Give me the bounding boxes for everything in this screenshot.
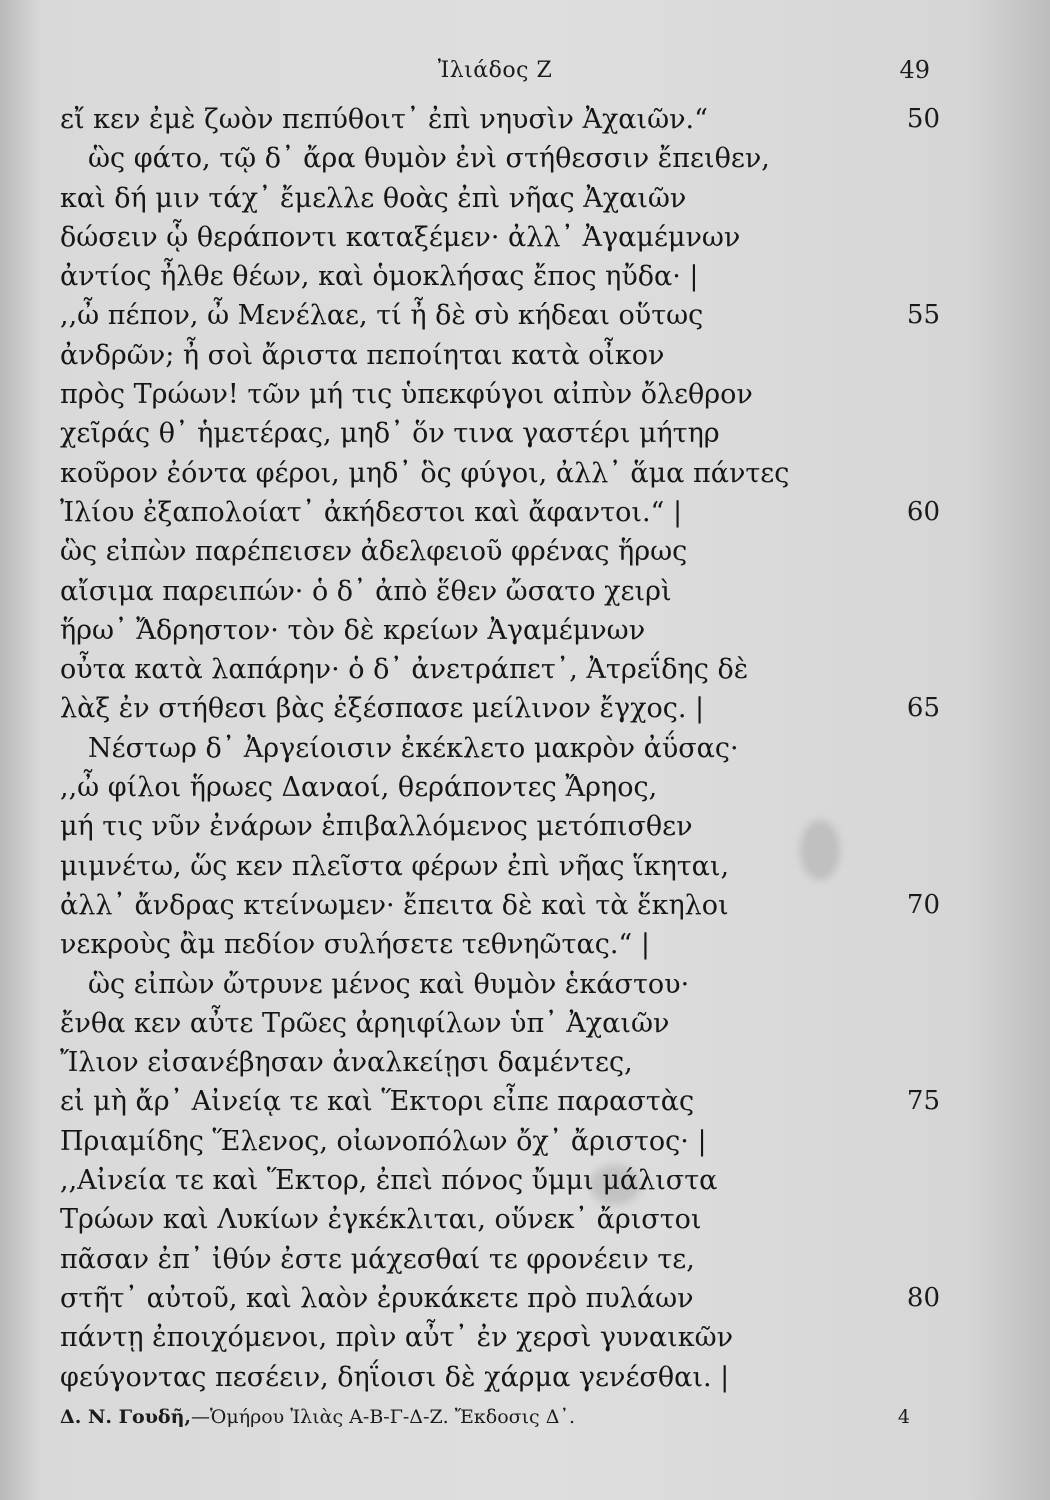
verse-line: [60, 100, 940, 139]
verse-text: εἰ μὴ ἄρ᾽ Αἰνείᾳ τε καὶ Ἕκτορι εἶπε παραστὰς: [60, 1086, 695, 1118]
line-number: 60: [906, 496, 940, 527]
page-header: [60, 52, 930, 92]
verse-line: [60, 847, 940, 886]
verse-block: [60, 100, 940, 1397]
page-number: 49: [899, 56, 930, 84]
verse-text: ὣς εἰπὼν παρέπεισεν ἀδελφειοῦ φρένας ἥρως: [60, 536, 688, 568]
footer-credit: [60, 1406, 575, 1428]
verse-line: [60, 1358, 940, 1397]
verse-line: [60, 965, 940, 1004]
verse-text: Πριαμίδης Ἕλενος, οἰωνοπόλων ὄχ᾽ ἄριστος· |: [60, 1125, 707, 1157]
verse-line: [60, 1004, 940, 1043]
verse-text: ἀλλ᾽ ἄνδρας κτείνωμεν· ἔπειτα δὲ καὶ τὰ ἕκηλοι: [60, 889, 729, 921]
verse-text: εἴ κεν ἐμὲ ζωὸν πεπύθοιτ᾽ ἐπὶ νηυσὶν Ἀχαιῶν.“: [60, 104, 708, 135]
verse-line: [60, 1318, 940, 1357]
verse-text: πάντῃ ἐποιχόμενοι, πρὶν αὖτ᾽ ἐν χερσὶ γυναικῶν: [60, 1322, 733, 1354]
verse-line: [60, 1279, 940, 1318]
footer-edition: —Ὁμήρου Ἰλιὰς Α-Β-Γ-Δ-Ζ. Ἔκδοσις Δ᾽.: [191, 1406, 575, 1428]
verse-line: [60, 886, 940, 925]
verse-line: [60, 454, 940, 493]
verse-text: πρὸς Τρώων! τῶν μή τις ὑπεκφύγοι αἰπὺν ὄλεθρον: [60, 379, 753, 411]
verse-text: λὰξ ἐν στήθεσι βὰς ἐξέσπασε μείλινον ἔγχος. |: [60, 693, 705, 725]
verse-text: Ἰλίου ἐξαπολοίατ᾽ ἀκήδεστοι καὶ ἄφαντοι.“ |: [60, 496, 683, 528]
footer-author: Δ. Ν. Γουδῆ,: [60, 1406, 192, 1428]
verse-text: ,,Αἰνεία τε καὶ Ἕκτορ, ἐπεὶ πόνος ὔμμι μάλιστα: [60, 1165, 718, 1197]
running-title: Ἰλιάδος Ζ: [437, 58, 553, 83]
verse-line: [60, 768, 940, 807]
verse-line: [60, 139, 940, 178]
verse-text: δώσειν ᾧ θεράποντι καταξέμεν· ἀλλ᾽ Ἀγαμέμνων: [60, 221, 741, 253]
verse-text: χεῖράς θ᾽ ἡμετέρας, μηδ᾽ ὅν τινα γαστέρι μήτηρ: [60, 418, 720, 450]
verse-line: [60, 689, 940, 728]
verse-text: φεύγοντας πεσέειν, δηΐοισι δὲ χάρμα γενέσθαι. |: [60, 1361, 730, 1393]
verse-text: στῆτ᾽ αὐτοῦ, καὶ λαὸν ἐρυκάκετε πρὸ πυλάων: [60, 1282, 694, 1314]
verse-line: [60, 1122, 940, 1161]
line-number: 75: [906, 1086, 940, 1117]
line-number: 70: [906, 889, 940, 920]
verse-text: ἀνδρῶν; ἦ σοὶ ἄριστα πεποίηται κατὰ οἶκον: [60, 339, 665, 371]
verse-line: [60, 1240, 940, 1279]
verse-line: [60, 729, 940, 768]
verse-line: [60, 336, 940, 375]
verse-text: ,,ὦ πέπον, ὦ Μενέλαε, τί ἦ δὲ σὺ κήδεαι οὕτως: [60, 300, 704, 332]
verse-line: [60, 493, 940, 532]
page-footer: [60, 1406, 930, 1436]
verse-line: [60, 807, 940, 846]
verse-line: [60, 296, 940, 335]
verse-text: καὶ δή μιν τάχ᾽ ἔμελλε θοὰς ἐπὶ νῆας Ἀχαιῶν: [60, 182, 687, 214]
verse-line: [60, 218, 940, 257]
verse-text: μιμνέτω, ὥς κεν πλεῖστα φέρων ἐπὶ νῆας ἵκηται,: [60, 850, 730, 882]
verse-text: κοῦρον ἐόντα φέροι, μηδ᾽ ὃς φύγοι, ἀλλ᾽ ἅμα πάντες: [60, 457, 790, 489]
verse-line: [60, 1043, 940, 1082]
verse-text: ἥρω᾽ Ἄδρηστον· τὸν δὲ κρείων Ἀγαμέμνων: [60, 614, 646, 646]
line-number: 80: [906, 1282, 940, 1313]
line-number: 50: [906, 104, 940, 134]
verse-text: μή τις νῦν ἐνάρων ἐπιβαλλόμενος μετόπισθεν: [60, 811, 693, 843]
verse-line: [60, 532, 940, 571]
verse-text: Τρώων καὶ Λυκίων ἐγκέκλιται, οὕνεκ᾽ ἄριστοι: [60, 1204, 702, 1236]
verse-text: Νέστωρ δ᾽ Ἀργείοισιν ἐκέκλετο μακρὸν ἀΰσας·: [88, 732, 739, 764]
verse-line: [60, 1161, 940, 1200]
verse-text: ὣς εἰπὼν ὤτρυνε μένος καὶ θυμὸν ἑκάστου·: [88, 968, 690, 1000]
verse-line: [60, 179, 940, 218]
line-number: 55: [906, 300, 940, 331]
verse-line: [60, 611, 940, 650]
verse-text: αἴσιμα παρειπών· ὁ δ᾽ ἀπὸ ἕθεν ὤσατο χειρὶ: [60, 575, 672, 607]
verse-text: νεκροὺς ἂμ πεδίον συλήσετε τεθνηῶτας.“ |: [60, 929, 650, 961]
verse-line: [60, 572, 940, 611]
verse-text: ἀντίος ἦλθε θέων, καὶ ὁμοκλήσας ἔπος ηὔδα· |: [60, 261, 699, 293]
verse-text: ὣς φάτο, τῷ δ᾽ ἄρα θυμὸν ἐνὶ στήθεσσιν ἔπειθεν,: [88, 143, 770, 175]
signature-mark: 4: [897, 1406, 910, 1428]
verse-text: ἔνθα κεν αὖτε Τρῶες ἀρηιφίλων ὑπ᾽ Ἀχαιῶν: [60, 1007, 670, 1039]
verse-text: πᾶσαν ἐπ᾽ ἰθύν ἐστε μάχεσθαί τε φρονέειν τε,: [60, 1243, 695, 1275]
verse-text: οὖτα κατὰ λαπάρην· ὁ δ᾽ ἀνετράπετ᾽, Ἀτρεΐδης δὲ: [60, 654, 749, 686]
verse-line: [60, 257, 940, 296]
verse-line: [60, 414, 940, 453]
verse-line: [60, 1082, 940, 1121]
line-number: 65: [906, 693, 940, 724]
verse-line: [60, 1200, 940, 1239]
verse-text: ,,ὦ φίλοι ἥρωες Δαναοί, θεράποντες Ἄρηος,: [60, 772, 658, 804]
verse-line: [60, 375, 940, 414]
verse-line: [60, 925, 940, 964]
verse-text: Ἴλιον εἰσανέβησαν ἀναλκείῃσι δαμέντες,: [60, 1047, 633, 1079]
verse-line: [60, 650, 940, 689]
